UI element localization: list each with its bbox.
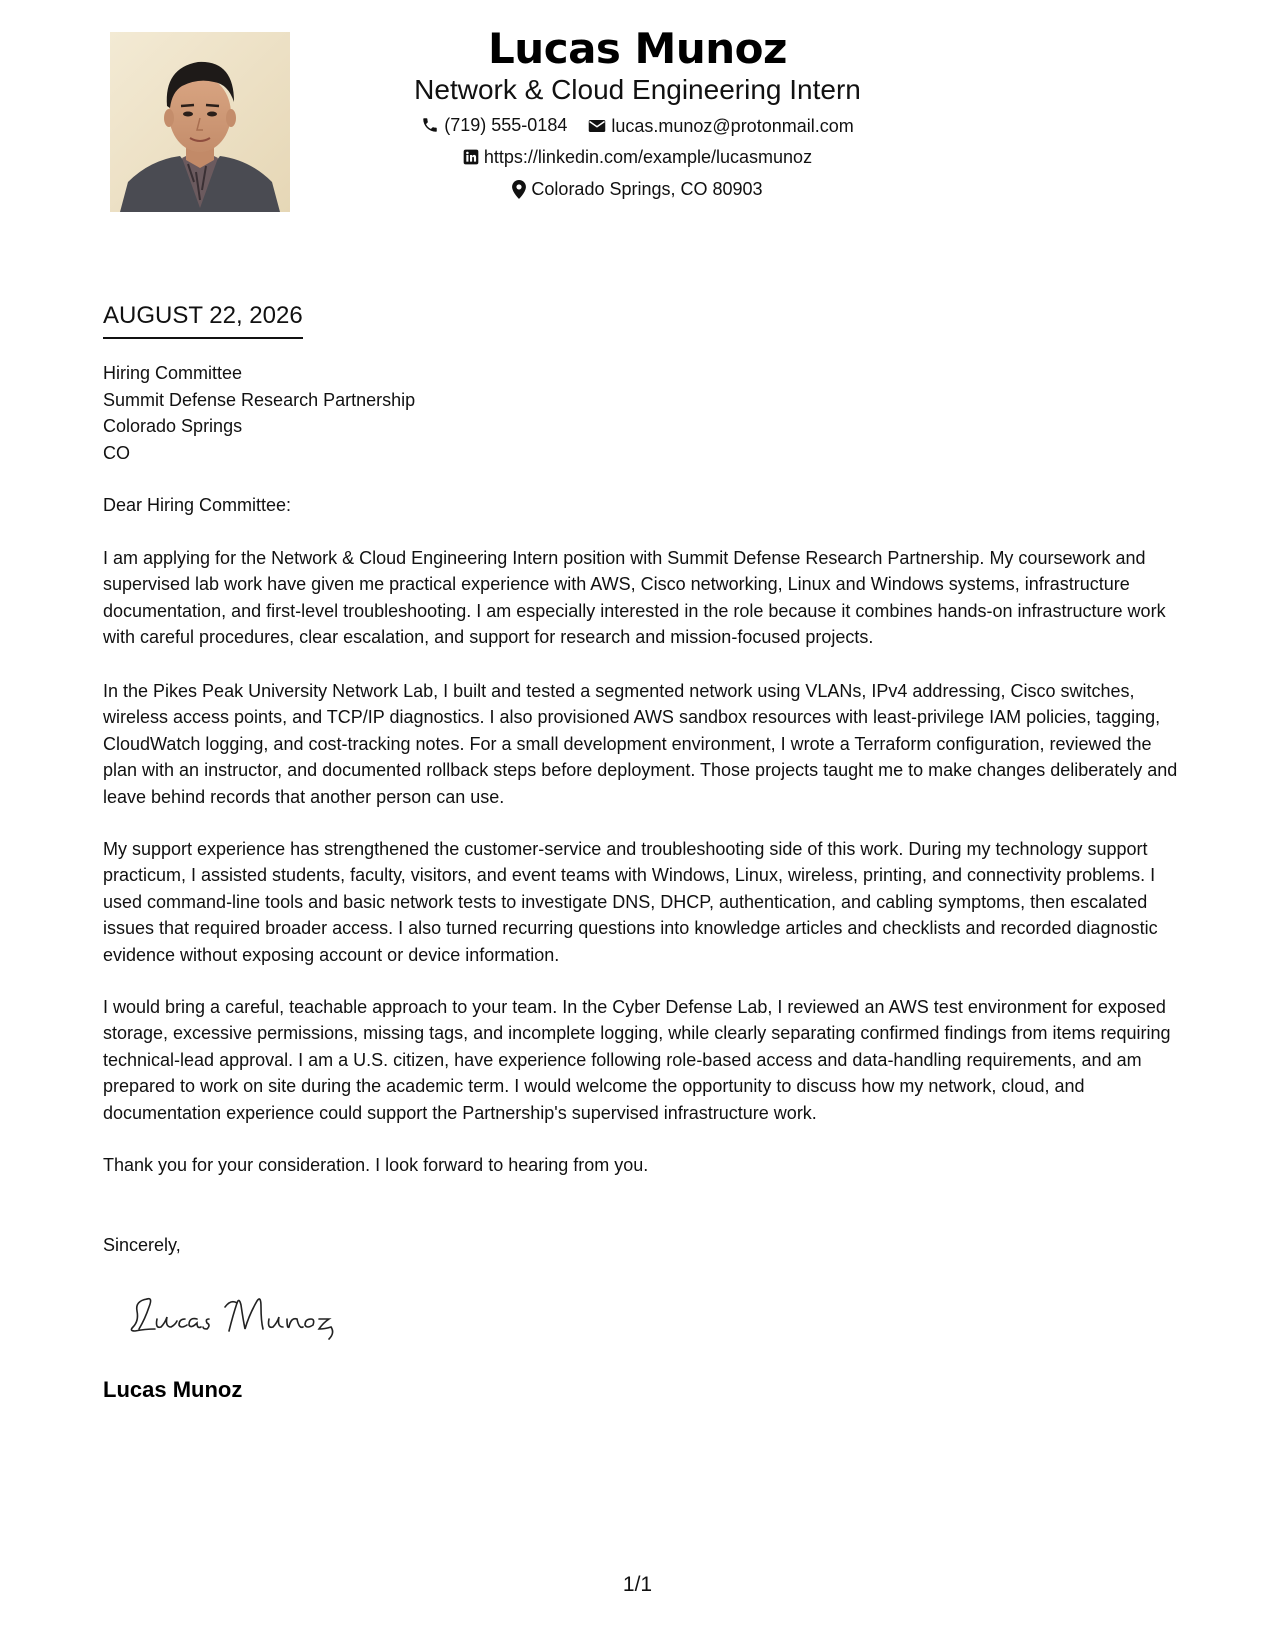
contact-row-phone-email — [0, 113, 1275, 140]
email-text: lucas.munoz@protonmail.com — [611, 116, 854, 136]
location-text: Colorado Springs, CO 80903 — [531, 179, 763, 199]
contact-row-linkedin — [0, 145, 1275, 171]
contact-row-location — [0, 177, 1275, 205]
letter-date: AUGUST 22, 2026 — [103, 301, 303, 339]
signature-image — [125, 1285, 345, 1345]
recipient-line: Summit Defense Research Partnership — [103, 389, 416, 410]
linkedin-icon — [463, 149, 479, 165]
closing: Sincerely, — [103, 1235, 181, 1255]
applicant-name: Lucas Munoz — [488, 24, 787, 73]
body-paragraph: In the Pikes Peak University Network Lab, I built and tested a segmented network using VLANs, IPv4 addressing, Cisco switches, wireless access points, and TCP/IP diagnostics. I also provisioned AWS sandbox resources with least-privilege IAM policies, tagging, CloudWatch logging, and cost-tracking notes. For a small development environment, I wrote a Terraform configuration, reviewed the plan with an instructor, and documented rollback steps before deployment. Those projects taught me to make changes deliberately and leave behind records that another person can use. — [103, 681, 1178, 807]
recipient-line: Colorado Springs — [103, 416, 243, 436]
applicant-headline: Network & Cloud Engineering Intern — [414, 74, 861, 105]
body-paragraph: My support experience has strengthened the customer-service and troubleshooting side of this work. During my technology support practicum, I assisted students, faculty, visitors, and event teams with Windows, Linux, wireless, printing, and connectivity problems. I used command-line tools and basic network tests to investigate DNS, DHCP, authentication, and cabling symptoms, then escalated issues that required broader access. I also turned recurring questions into knowledge articles and checklists and recorded diagnostic evidence without exposing account or device information. — [103, 839, 1158, 965]
linkedin-text: https://linkedin.com/example/lucasmunoz — [483, 147, 813, 167]
phone-text: (719) 555-0184 — [444, 115, 568, 135]
handwritten-signature — [125, 1285, 345, 1345]
phone-contact[interactable] — [421, 113, 567, 137]
map-pin-icon — [512, 180, 526, 199]
page-number: 1/1 — [622, 1573, 653, 1596]
envelope-icon — [588, 118, 606, 134]
phone-icon — [421, 116, 439, 134]
body-paragraph: I am applying for the Network & Cloud Engineering Intern position with Summit Defense Research Partnership. My coursework and supervised lab work have given me practical experience with AWS, Cisco networking, Linux and Windows systems, infrastructure documentation, and first-level troubleshooting. I am especially interested in the role because it combines hands-on infrastructure work with careful procedures, clear escalation, and support for research and mission-focused projects. — [103, 548, 1166, 648]
recipient-line: Hiring Committee — [103, 363, 243, 383]
body-paragraph: I would bring a careful, teachable approach to your team. In the Cyber Defense Lab, I reviewed an AWS test environment for exposed storage, excessive permissions, missing tags, and incomplete logging, while clearly separating confirmed findings from items requiring technical-lead approval. I am a U.S. citizen, have experience following role-based access and data-handling requirements, and am prepared to work on site during the academic term. I would welcome the opportunity to discuss how my network, cloud, and documentation experience could support the Partnership's supervised infrastructure work. — [103, 997, 1171, 1123]
recipient-address — [103, 360, 415, 466]
signer-name: Lucas Munoz — [103, 1377, 243, 1402]
recipient-line: CO — [103, 442, 130, 463]
email-contact[interactable] — [588, 114, 853, 138]
salutation: Dear Hiring Committee: — [103, 495, 292, 515]
linkedin-contact[interactable] — [463, 145, 812, 169]
location-contact — [512, 177, 762, 201]
body-paragraph: Thank you for your consideration. I look forward to hearing from you. — [103, 1155, 649, 1175]
